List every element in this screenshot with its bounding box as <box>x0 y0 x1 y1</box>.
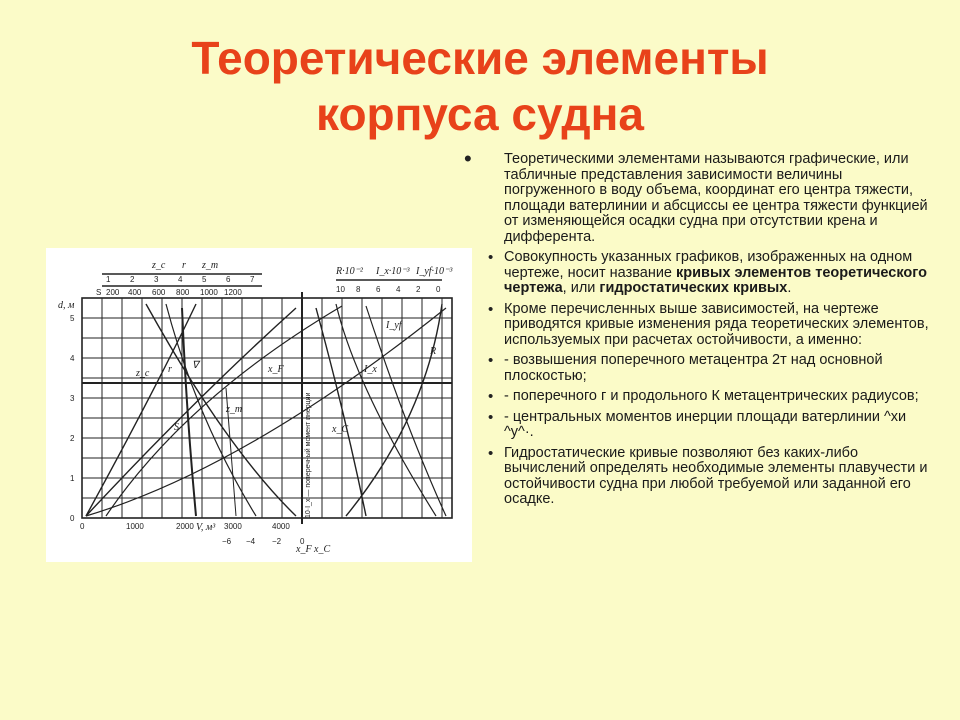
paragraph-definition: Теоретическими элементами называются графические, или табличные представления зависимости величины погруженного в воду объема, координат его центра тяжести, площади ватерлинии и абсциссы ее центра тяжести функцией от изменяющейся осадки судна при отсутствии крена и дифферента. <box>504 151 928 245</box>
bullet-mark: • <box>488 300 494 318</box>
hydrostatic-curves-drawing <box>46 248 472 562</box>
curve-label-xf: x_F <box>268 364 284 375</box>
curve-label-zm: z_m <box>226 404 243 415</box>
top-tick: 4 <box>178 275 183 284</box>
title-line-2: корпуса судна <box>316 88 644 140</box>
right-tick: 10 <box>336 285 345 294</box>
page-title <box>0 30 960 142</box>
bullet-dot-top: • <box>464 146 472 171</box>
curve-label-iyf: I_yf <box>386 320 402 331</box>
y-tick: 0 <box>70 514 75 523</box>
bullet-mark: • <box>488 408 494 426</box>
y-tick: 4 <box>70 354 75 363</box>
x-tick: 0 <box>80 522 85 531</box>
title-line-1: Теоретические элементы <box>191 32 769 84</box>
label-r-top: r <box>182 260 186 271</box>
curve-label-zc: z_c <box>136 368 150 379</box>
label-zm-top: z_m <box>202 260 219 271</box>
bullet-mark: • <box>488 352 494 369</box>
y-tick: 3 <box>70 394 75 403</box>
x-tick: 2000 <box>176 522 194 531</box>
curve-label-volume: ∇ <box>192 360 199 371</box>
bottom-tick: 0 <box>300 537 305 546</box>
right-tick: 8 <box>356 285 361 294</box>
top-tick: 1000 <box>200 288 218 297</box>
list-item-metacenter: • - возвышения поперечного метацентра 2т над основной плоскостью; <box>488 352 883 384</box>
y-tick: 1 <box>70 474 75 483</box>
y-tick: 2 <box>70 434 75 443</box>
right-tick: 4 <box>396 285 401 294</box>
top-scale-prefix: S <box>96 288 102 297</box>
bullet-mark: • <box>488 444 494 462</box>
top-tick: 5 <box>202 275 207 284</box>
top-tick: 600 <box>152 288 166 297</box>
paragraph-curves-name: • Совокупность указанных графиков, изображенных на одном чертеже, носит название кривых элементов теоретического чертежа, или гидростатических кривых. <box>488 249 927 296</box>
top-tick: 2 <box>130 275 135 284</box>
top-tick: 1 <box>106 275 111 284</box>
right-tick: 2 <box>416 285 421 294</box>
list-item-moments: • - центральных моментов инерции площади ватерлинии ^хи ^у^·. <box>488 408 907 440</box>
top-tick: 1200 <box>224 288 242 297</box>
x-tick: 3000 <box>224 522 242 531</box>
top-tick: 7 <box>250 275 255 284</box>
top-tick: 6 <box>226 275 231 284</box>
top-tick: 800 <box>176 288 190 297</box>
body-text <box>490 152 930 513</box>
right-tick: 6 <box>376 285 381 294</box>
x-tick: 1000 <box>126 522 144 531</box>
curve-label-xc: x_C <box>332 424 349 435</box>
bottom-scale-label: x_F x_C <box>296 544 331 555</box>
bottom-tick: −6 <box>222 537 232 546</box>
curve-label-ix: I_x <box>364 364 377 375</box>
curve-label-r-right: R <box>430 346 437 357</box>
x-axis-label: V, м³ <box>196 522 216 533</box>
curve-label-r: r <box>168 364 172 375</box>
list-item-radii: • - поперечного г и продольного К метацентрических радиусов; <box>488 388 919 405</box>
hydrostatic-curves-figure <box>46 248 472 562</box>
label-r-scale: R·10⁻² <box>336 266 363 277</box>
bullet-mark: • <box>488 388 494 405</box>
top-tick: 200 <box>106 288 120 297</box>
label-iyf-scale: I_yf·10⁻³ <box>416 266 453 277</box>
top-tick: 3 <box>154 275 159 284</box>
label-zc-top: z_c <box>152 260 166 271</box>
label-ix-scale: I_x·10⁻³ <box>376 266 410 277</box>
y-tick: 5 <box>70 314 75 323</box>
bottom-tick: −2 <box>272 537 282 546</box>
term-hydrostatic: гидростатических кривых <box>599 280 788 296</box>
y-axis-label: d, м <box>58 300 75 311</box>
paragraph-conclusion: • Гидростатические кривые позволяют без каких-либо вычислений определять необходимые элементы плавучести и остойчивости судна при любой требуемой или заданной его осадке. <box>488 444 928 507</box>
bullet-mark: • <box>488 249 494 266</box>
x-tick: 4000 <box>272 522 290 531</box>
vertical-caption: 10·I_x — поперечный момент инерции <box>305 392 312 518</box>
top-tick: 400 <box>128 288 142 297</box>
curve-label-s: S <box>174 422 179 433</box>
bottom-tick: −4 <box>246 537 256 546</box>
term-curves: кривых элементов теоретического чертежа <box>504 264 927 296</box>
right-tick: 0 <box>436 285 441 294</box>
paragraph-additional: • Кроме перечисленных выше зависимостей, на чертеже приводятся кривые изменения ряда теоретических элементов, используемых при расчетах остойчивости, а именно: <box>488 300 929 348</box>
